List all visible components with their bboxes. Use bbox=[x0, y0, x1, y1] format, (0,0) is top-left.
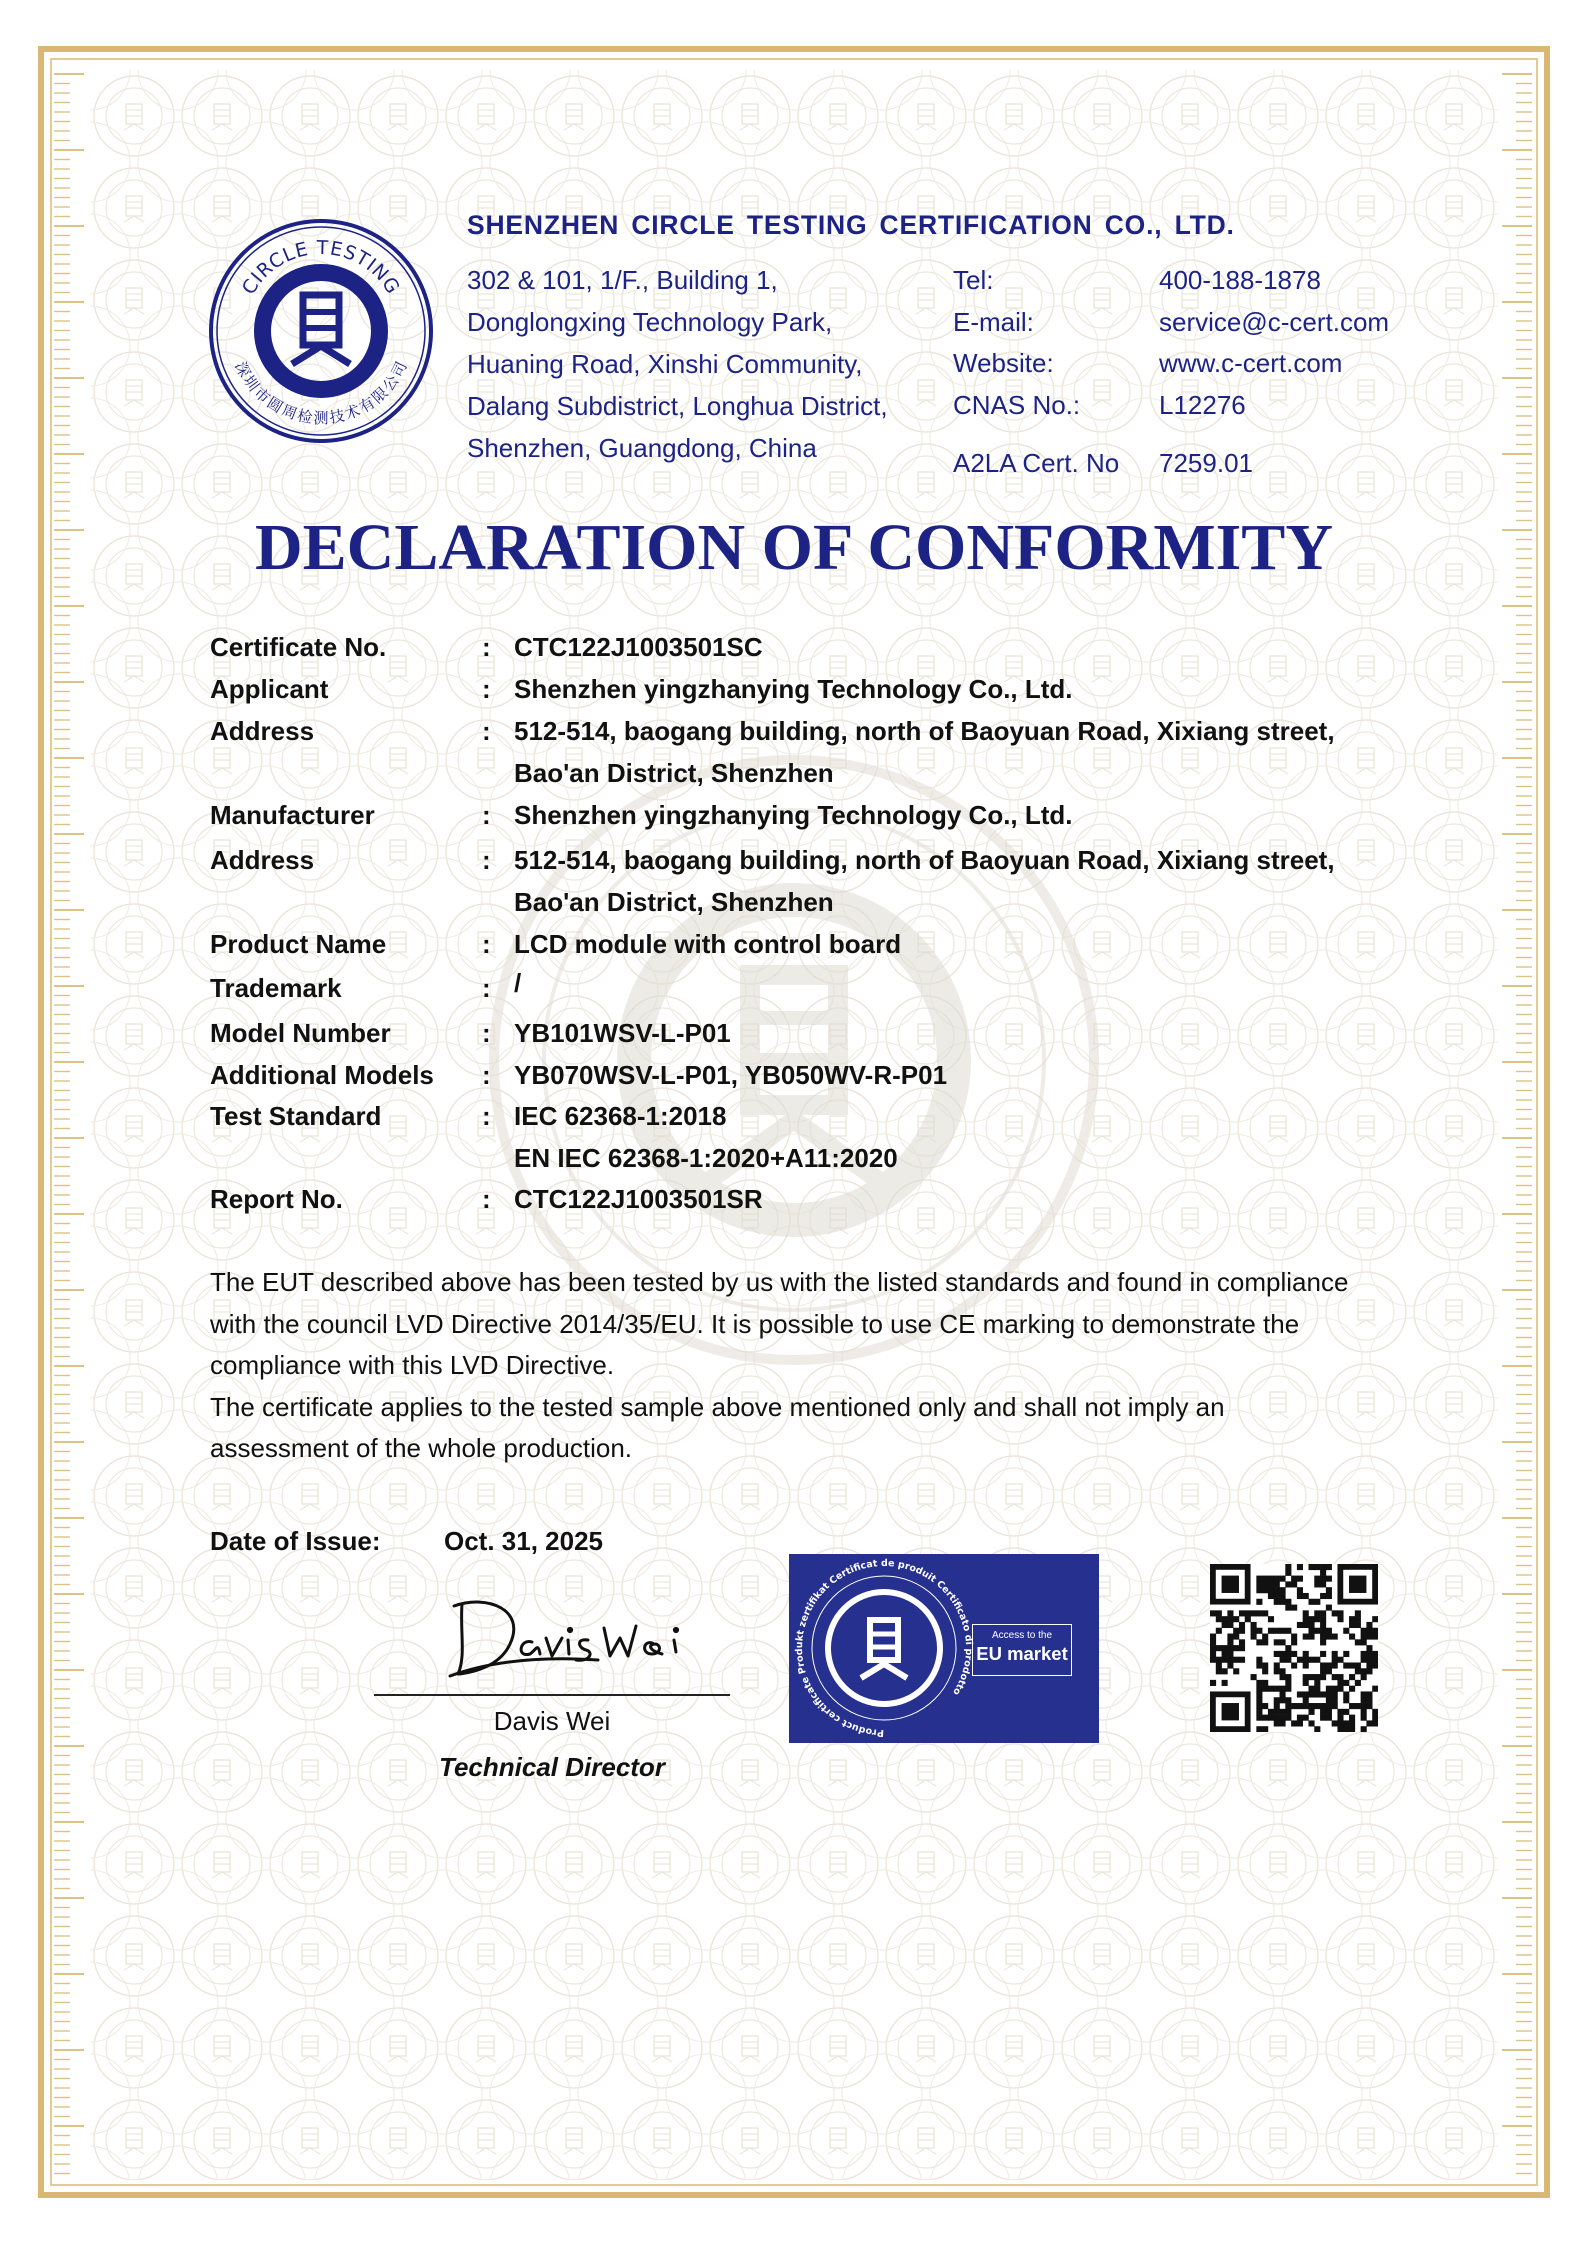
field-colon: : bbox=[482, 929, 491, 959]
statement-line: with the council LVD Directive 2014/35/EU. It is possible to use CE marking to demonstrate the bbox=[210, 1308, 1300, 1339]
field-colon: : bbox=[482, 1060, 491, 1090]
report-no-value: CTC122J1003501SR bbox=[514, 1184, 763, 1214]
issuer-address-line: 302 & 101, 1/F., Building 1, bbox=[467, 265, 778, 295]
contact-labels bbox=[953, 262, 1080, 428]
tel-value: 400-188-1878 bbox=[1159, 265, 1321, 295]
field-colon: : bbox=[482, 632, 491, 662]
certificate-no-label: Certificate No. bbox=[210, 632, 387, 662]
applicant-address-line-2: Bao'an District, Shenzhen bbox=[514, 758, 834, 788]
field-colon: : bbox=[482, 674, 491, 704]
field-colon: : bbox=[482, 1101, 491, 1131]
a2la-label: A2LA Cert. No bbox=[953, 448, 1120, 478]
issuer-address-line: Dalang Subdistrict, Longhua District, bbox=[467, 391, 888, 421]
eu-badge-big-text: EU market bbox=[976, 1643, 1068, 1664]
handwritten-signature bbox=[448, 1592, 688, 1688]
issuer-address-line: Huaning Road, Xinshi Community, bbox=[467, 349, 863, 379]
email-value: service@c-cert.com bbox=[1159, 306, 1390, 337]
signature-line bbox=[374, 1694, 730, 1696]
tel-label: Tel: bbox=[953, 265, 994, 295]
issuer-address bbox=[467, 262, 888, 472]
trademark-label: Trademark bbox=[210, 973, 342, 1003]
field-colon: : bbox=[482, 1018, 491, 1048]
field-colon: : bbox=[482, 800, 491, 830]
website-label: Website: bbox=[953, 348, 1054, 378]
manufacturer-address-label: Address bbox=[210, 845, 315, 875]
signer-title: Technical Director bbox=[439, 1752, 665, 1782]
eu-market-box bbox=[972, 1624, 1072, 1676]
document-title: DECLARATION OF CONFORMITY bbox=[254, 511, 1333, 584]
applicant-value: Shenzhen yingzhanying Technology Co., Ltd. bbox=[514, 674, 1073, 704]
applicant-address-line-1: 512-514, baogang building, north of Baoyuan Road, Xixiang street, bbox=[514, 716, 1335, 746]
manufacturer-value: Shenzhen yingzhanying Technology Co., Ltd. bbox=[514, 800, 1073, 830]
field-colon: : bbox=[482, 1184, 491, 1214]
statement-line: The EUT described above has been tested by us with the listed standards and found in compliance bbox=[210, 1267, 1349, 1297]
test-standard-line-2: EN IEC 62368-1:2020+A11:2020 bbox=[514, 1143, 898, 1173]
applicant-address-label: Address bbox=[210, 716, 315, 746]
field-colon: : bbox=[482, 716, 491, 746]
product-name-label: Product Name bbox=[210, 929, 387, 959]
field-colon: : bbox=[482, 973, 491, 1003]
issuer-company-name: SHENZHEN CIRCLE TESTING CERTIFICATION CO., LTD. bbox=[467, 210, 1235, 240]
field-colon: : bbox=[482, 845, 491, 875]
model-number-value: YB101WSV-L-P01 bbox=[514, 1018, 731, 1048]
test-standard-line-1: IEC 62368-1:2018 bbox=[514, 1101, 727, 1131]
website-value: www.c-cert.com bbox=[1159, 348, 1343, 378]
signer-name: Davis Wei bbox=[493, 1706, 611, 1736]
svg-text:深圳市圆周检测技术有限公司: 深圳市圆周检测技术有限公司 bbox=[231, 358, 411, 428]
cnas-value: L12276 bbox=[1159, 389, 1246, 420]
statement-line: The certificate applies to the tested sample above mentioned only and shall not imply an bbox=[210, 1391, 1225, 1422]
eu-badge-small-text: Access to the bbox=[991, 1630, 1053, 1641]
issuer-address-line: Shenzhen, Guangdong, China bbox=[467, 433, 817, 463]
issuer-address-line: Donglongxing Technology Park, bbox=[467, 307, 833, 337]
trademark-value: / bbox=[514, 968, 522, 998]
applicant-label: Applicant bbox=[210, 674, 329, 704]
product-name-value: LCD module with control board bbox=[514, 929, 902, 959]
additional-models-label: Additional Models bbox=[210, 1060, 434, 1090]
contact-values bbox=[1159, 262, 1389, 428]
a2la-value: 7259.01 bbox=[1159, 448, 1253, 478]
company-seal-logo bbox=[208, 218, 434, 444]
qr-code[interactable] bbox=[1210, 1564, 1378, 1732]
eu-market-badge bbox=[789, 1554, 1099, 1743]
certificate-no-value: CTC122J1003501SC bbox=[514, 632, 763, 662]
svg-text:Product certificate Produkt ze: Product certificate Produkt zertifikat Certificat de produit Certificato di prodotto bbox=[793, 1557, 975, 1739]
date-of-issue-label: Date of Issue: bbox=[210, 1526, 381, 1556]
cnas-label: CNAS No.: bbox=[953, 389, 1081, 420]
model-number-label: Model Number bbox=[210, 1018, 391, 1048]
email-label: E-mail: bbox=[953, 306, 1034, 337]
test-standard-label: Test Standard bbox=[210, 1101, 382, 1131]
compliance-statement bbox=[210, 1262, 1450, 1470]
manufacturer-label: Manufacturer bbox=[210, 800, 375, 830]
date-of-issue-value: Oct. 31, 2025 bbox=[444, 1526, 603, 1556]
additional-models-value: YB070WSV-L-P01, YB050WV-R-P01 bbox=[514, 1060, 948, 1090]
left-border-ornament bbox=[54, 70, 88, 2180]
report-no-label: Report No. bbox=[210, 1184, 343, 1214]
statement-line: assessment of the whole production. bbox=[210, 1433, 633, 1463]
statement-line: compliance with this LVD Directive. bbox=[210, 1350, 615, 1380]
svg-text:CIRCLE TESTING: CIRCLE TESTING bbox=[237, 236, 405, 299]
right-border-ornament bbox=[1498, 70, 1532, 2180]
manufacturer-address-line-2: Bao'an District, Shenzhen bbox=[514, 887, 834, 917]
manufacturer-address-line-1: 512-514, baogang building, north of Baoyuan Road, Xixiang street, bbox=[514, 845, 1335, 875]
